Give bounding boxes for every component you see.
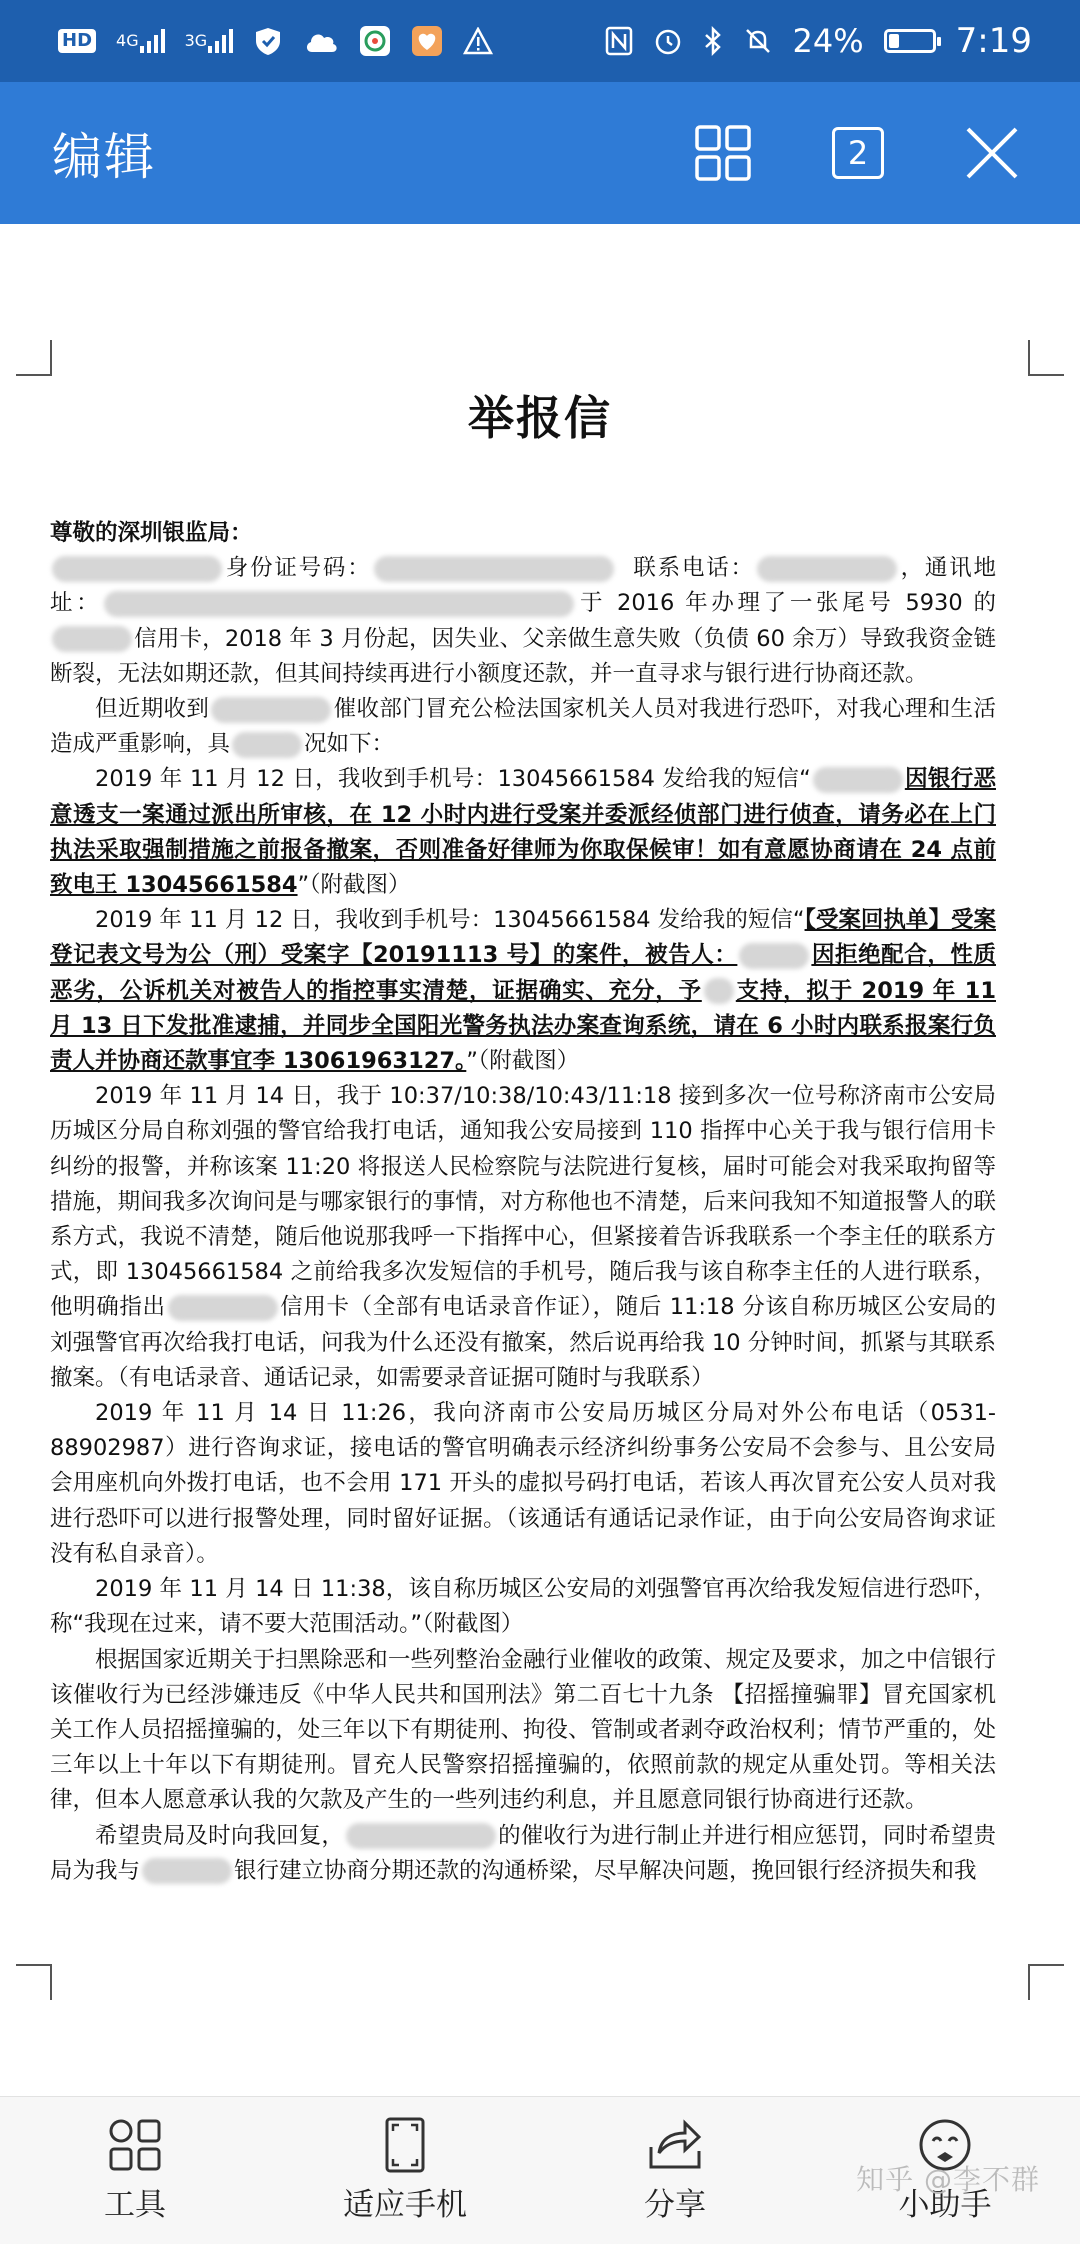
redacted-bank — [142, 1858, 232, 1884]
redacted-text — [232, 732, 302, 758]
fit-phone-label: 适应手机 — [343, 2187, 467, 2223]
share-label: 分享 — [644, 2187, 706, 2223]
crop-mark-top-left — [16, 340, 52, 376]
bluetooth-icon — [703, 26, 723, 56]
redacted-text — [168, 1295, 278, 1321]
nfc-icon — [605, 26, 633, 56]
status-bar — [0, 0, 1080, 82]
clock: 7:19 — [955, 21, 1032, 61]
thumbnail-grid-button[interactable] — [694, 124, 752, 182]
redacted-bank — [211, 697, 331, 723]
warning-icon — [463, 27, 493, 55]
signal-icon-4g: 4G — [116, 28, 165, 54]
redacted-name — [813, 767, 903, 793]
signal-icon-3g: 3G — [185, 28, 234, 54]
cloud-icon — [303, 28, 339, 54]
document-title: 举报信 — [468, 391, 612, 445]
redacted-bank — [346, 1823, 496, 1849]
paragraph-3: 2019 年 11 月 12 日，我收到手机号：13045661584 发给我的短信“ 因银行恶意透支一案通过派出所审核，在 12 小时内进行受案并委派经侦部门进行侦查，请务必在上门执法采取强制措施之前报备撤案，否则准备好律师为你取保候审！如有意愿协商请在 24 点前致电王 13045661584”（附截图） — [50, 766, 996, 899]
redacted-name — [739, 943, 809, 969]
fit-phone-icon — [377, 2117, 433, 2173]
close-button[interactable] — [964, 125, 1020, 181]
greeting: 尊敬的深圳银监局： — [50, 520, 253, 546]
paragraph-7: 2019 年 11 月 14 日 11:38，该自称历城区公安局的刘强警官再次给我发短信进行恐吓，称“我现在过来，请不要大范围活动。”（附截图） — [50, 1576, 996, 1638]
share-button[interactable] — [540, 2097, 810, 2244]
crop-mark-bottom-left — [16, 1964, 52, 2000]
tools-icon — [105, 2117, 165, 2173]
redacted-text — [704, 978, 734, 1004]
close-icon — [964, 125, 1020, 181]
shield-icon — [253, 26, 283, 56]
app-header — [0, 82, 1080, 224]
fit-phone-button[interactable] — [270, 2097, 540, 2244]
crop-mark-top-right — [1028, 340, 1064, 376]
redacted-id — [374, 556, 614, 582]
paragraph-8: 根据国家近期关于扫黑除恶和一些列整治金融行业催收的政策、规定及要求，加之中信银行该催收行为已经涉嫌违反《中华人民共和国刑法》第二百七十九条 【招摇撞骗罪】冒充国家机关工作人员招摇撞骗的，处三年以下有期徒刑、拘役、管制或者剥夺政治权利；情节严重的，处三年以上十年以下有期徒刑。冒充人民警察招摇撞骗的，依照前款的规定从重处罚。等相关法律，但本人愿意承认我的欠款及产生的一些列违约利息，并且愿意同银行协商进行还款。 — [50, 1646, 996, 1814]
paragraph-9: 希望贵局及时向我回复， 的催收行为进行制止并进行相应惩罚，同时希望贵局为我与 银行建立协商分期还款的沟通桥梁，尽早解决问题，挽回银行经济损失和我 — [50, 1822, 996, 1884]
alarm-icon — [653, 26, 683, 56]
redacted-name — [52, 556, 222, 582]
hd-indicator: HD — [58, 29, 96, 53]
grid-icon — [694, 124, 752, 182]
document-page[interactable] — [0, 224, 1080, 2096]
share-icon — [645, 2117, 705, 2173]
tools-label: 工具 — [104, 2187, 166, 2223]
tools-button[interactable] — [0, 2097, 270, 2244]
watermark: 知乎 @李不群 — [856, 2163, 1040, 2196]
page-count-badge: 2 — [832, 127, 884, 179]
paragraph-2: 但近期收到 催收部门冒充公检法国家机关人员对我进行恐吓，对我心理和生活造成严重影响，具 况如下： — [50, 696, 996, 758]
mute-bell-icon — [743, 26, 773, 56]
paragraph-1: 身份证号码： 联系电话： ，通讯地址： 于 2016 年办理了一张尾号 5930 的信用卡，2018 年 3 月份起，因失业、父亲做生意失败（负债 60 余万）导致我资金链断裂，无法如期还款，但其间持续再进行小额度还款，并一直寻求与银行进行协商还款。 — [50, 555, 996, 687]
app-notification-icon — [359, 25, 391, 57]
battery-percent: 24% — [792, 22, 864, 60]
redacted-address — [104, 591, 574, 617]
health-app-icon — [411, 25, 443, 57]
paragraph-5: 2019 年 11 月 14 日，我于 10:37/10:38/10:43/11:18 接到多次一位号称济南市公安局历城区分局自称刘强的警官给我打电话，通知我公安局接到 110 指挥中心关于我与银行信用卡纠纷的报警，并称该案 11:20 将报送人民检察院与法院进行复核，届时可能会对我采取拘留等措施，期间我多次询问是与哪家银行的事情，对方称他也不清楚，后来问我知不知道报警人的联系方式，我说不清楚，随后他说那我呼一下指挥中心，但紧接着告诉我联系一个李主任的联系方式，即 13045661584 之前给我多次发短信的手机号，随后我与该自称李主任的人进行联系，他明确指出 信用卡（全部有电话录音作证），随后 11:18 分该自称历城区公安局的刘强警官再次给我打电话，问我为什么还没有撤案，然后说再给我 10 分钟时间，抓紧与其联系撤案。（有电话录音、通话记录，如需要录音证据可随时与我联系） — [50, 1083, 996, 1391]
page-title: 编辑 — [52, 128, 156, 186]
crop-mark-bottom-right — [1028, 1964, 1064, 2000]
paragraph-6: 2019 年 11 月 14 日 11:26，我向济南市公安局历城区分局对外公布电话（0531-88902987）进行咨询求证，接电话的警官明确表示经济纠纷事务公安局不会参与、且公安局会用座机向外拨打电话，也不会用 171 开头的虚拟号码打电话，若该人再次冒充公安人员对我进行恐吓可以进行报警处理，同时留好证据。（该通话有通话记录作证，由于向公安局咨询求证没有私自录音）。 — [50, 1400, 996, 1567]
redacted-phone — [757, 556, 897, 582]
battery-icon — [884, 29, 936, 53]
paragraph-4: 2019 年 11 月 12 日，我收到手机号：13045661584 发给我的短信“【受案回执单】受案登记表文号为公（刑）受案字【20191113 号】的案件，被告人： 因拒绝配合，性质恶劣，公诉机关对被告人的指控事实清楚，证据确实、充分，予 支持，拟于 2019 年 11 月 13 日下发批准逮捕，并同步全国阳光警务执法办案查询系统，请在 6 小时内联系报案行负责人并协商还款事宜李 13061963127。”（附截图） — [50, 907, 996, 1075]
assistant-label: 小助手 — [898, 2187, 992, 2223]
redacted-bank — [52, 626, 132, 652]
page-count-button[interactable] — [832, 127, 884, 179]
battery-level-fill — [889, 34, 899, 48]
document-body — [50, 516, 996, 1889]
